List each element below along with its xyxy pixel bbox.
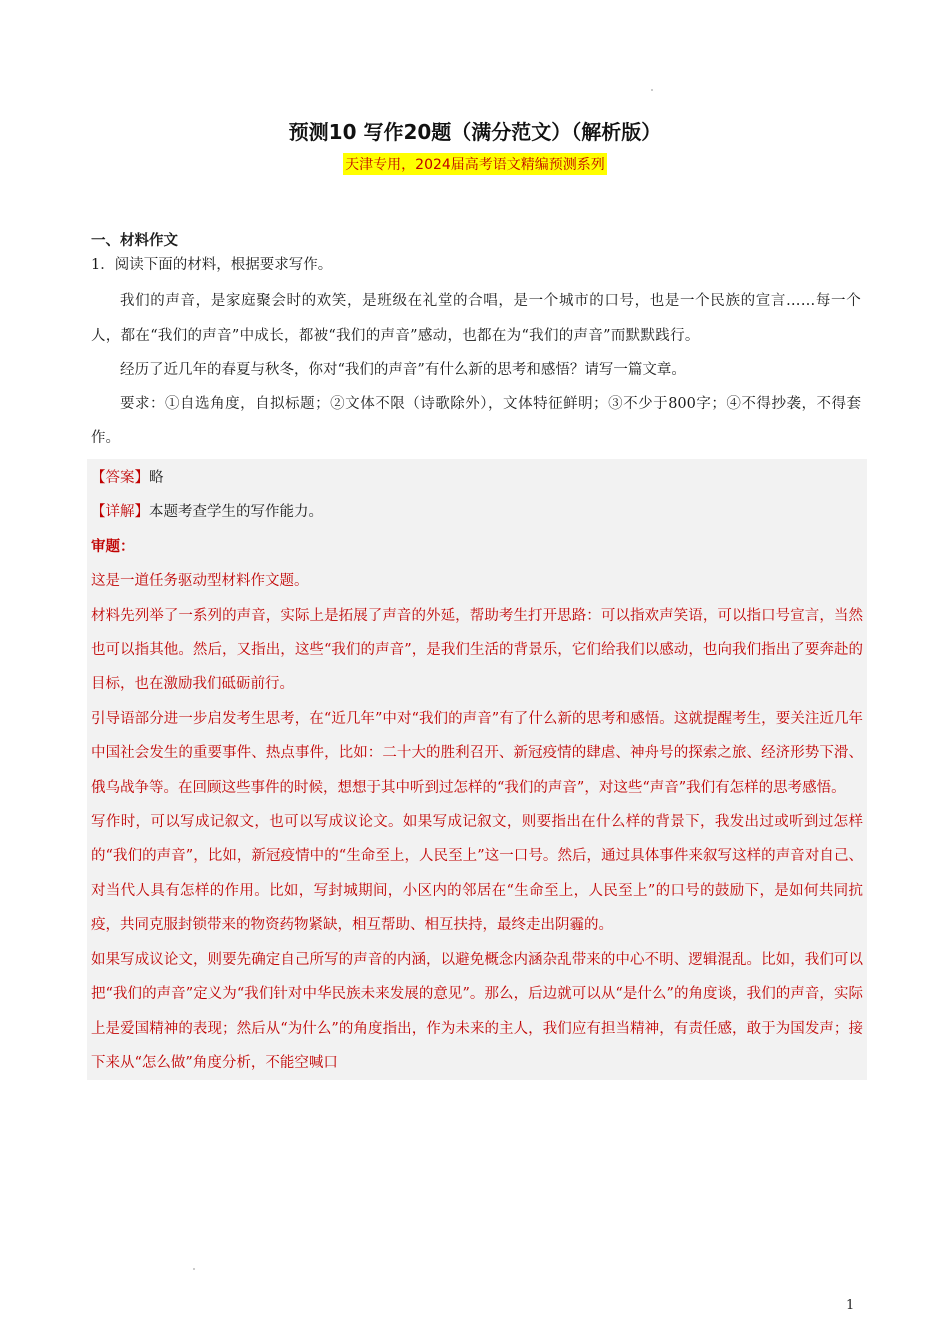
analysis-paragraph: 写作时，可以写成记叙文，也可以写成议论文。如果写成记叙文，则要指出在什么样的背景下，我发出过或听到过怎样的“我们的声音”，比如，新冠疫情中的“生命至上，人民至上”这一口号。然后，通过具体事件来叙写这样的声音对自己、对当代人具有怎样的作用。比如，写封城期间，小区内的邻居在“生命至上，人民至上”的口号的鼓励下，是如何共同抗疫，共同克服封锁带来的物资药物紧缺，相互帮助、相互扶持，最终走出阴霾的。 (91, 814, 863, 934)
page-number: 1 (846, 1298, 855, 1313)
scan-dot (651, 89, 653, 91)
analysis-paragraph: 引导语部分进一步启发考生思考，在“近几年”中对“我们的声音”有了什么新的思考和感悟。这就提醒考生，要关注近几年中国社会发生的重要事件、热点事件，比如：二十大的胜利召开、新冠疫情的肆虐、神舟号的探索之旅、经济形势下滑、俄乌战争等。在回顾这些事件的时候，想想于其中听到过怎样的“我们的声音”，对这些“声音”我们有怎样的思考感悟。 (91, 710, 863, 796)
scan-dot (193, 1268, 195, 1270)
analysis-paragraph: 如果写成议论文，则要先确定自己所写的声音的内涵，以避免概念内涵杂乱带来的中心不明、逻辑混乱。比如，我们可以把“我们的声音”定义为“我们针对中华民族未来发展的意见”。那么，后边就可以从“是什么”的角度谈，我们的声音，实际上是爱国精神的表现；然后从“为什么”的角度指出，作为未来的主人，我们应有担当精神，有责任感，敢于为国发声；接下来从“怎么做”角度分析，不能空喊口 (91, 951, 863, 1071)
review-heading: 审题： (91, 538, 135, 555)
detail-line (91, 495, 863, 529)
analysis-paragraph: 这是一道任务驱动型材料作文题。 (91, 573, 309, 590)
prompt-paragraph: 经历了近几年的春夏与秋冬，你对“我们的声音”有什么新的思考和感悟？请写一篇文章。 (120, 362, 686, 378)
detail-tag: 【详解】 (91, 504, 149, 521)
answer-tag: 【答案】 (91, 470, 149, 486)
analysis-paragraph: 材料先列举了一系列的声音，实际上是拓展了声音的外延，帮助考生打开思路：可以指欢声笑语，可以指口号宣言，当然也可以指其他。然后，又指出，这些“我们的声音”，是我们生活的背景乐，它们给我们以感动，也向我们指出了要奔赴的目标，也在激励我们砥砺前行。 (91, 607, 863, 693)
page-title: 预测10 写作20题（满分范文）（解析版） (288, 120, 662, 144)
answer-text: 略 (149, 470, 164, 486)
question-intro: 1．阅读下面的材料，根据要求写作。 (91, 257, 333, 273)
document-content (91, 229, 861, 1080)
material-paragraph: 我们的声音，是家庭聚会时的欢笑，是班级在礼堂的合唱，是一个城市的口号，也是一个民族的宣言……每一个人，都在“我们的声音”中成长，都被“我们的声音”感动，也都在为“我们的声音”而默默践行。 (91, 293, 861, 344)
subtitle-wrapper (0, 153, 950, 175)
requirements-paragraph: 要求：①自选角度，自拟标题；②文体不限（诗歌除外），文体特征鲜明；③不少于800字；④不得抄袭，不得套作。 (91, 396, 861, 446)
section-heading: 一、材料作文 (91, 233, 178, 249)
page-subtitle-highlight: 天津专用，2024届高考语文精编预测系列 (343, 153, 607, 175)
analysis-block (87, 459, 867, 1080)
detail-text: 本题考查学生的写作能力。 (149, 504, 323, 521)
answer-line (91, 461, 863, 495)
